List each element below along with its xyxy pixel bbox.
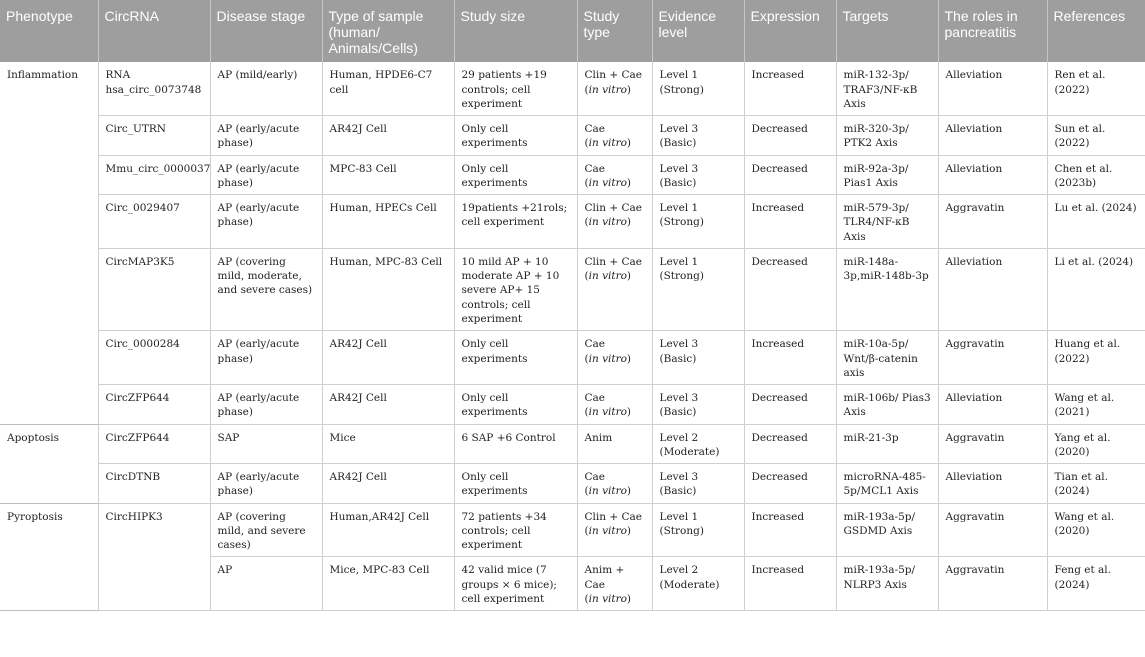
study-type-text: Cae — [584, 471, 606, 484]
study-type-cell: Clin + Cae (in vitro) — [577, 195, 652, 249]
targets-cell: miR-21-3p — [836, 424, 938, 464]
size-cell: Only cell experiments — [454, 116, 577, 156]
table-row — [0, 248, 1145, 330]
reference-cell: Feng et al. (2024) — [1047, 557, 1145, 611]
header-sample-type: Type of sample (human/ Animals/Cells) — [322, 0, 454, 62]
stage-cell: SAP — [210, 424, 322, 464]
reference-cell: Huang et al. (2022) — [1047, 331, 1145, 385]
in-vitro-text: in vitro — [588, 524, 627, 537]
study-type-cell: Clin + Cae (in vitro) — [577, 503, 652, 557]
study-type-cell: Clin + Cae (in vitro) — [577, 248, 652, 330]
expression-cell: Decreased — [744, 385, 836, 425]
evidence-cell: Level 3 (Basic) — [652, 116, 744, 156]
header-evidence-level: Evidence level — [652, 0, 744, 62]
study-type-text: Anim — [584, 431, 613, 444]
role-cell: Alleviation — [938, 248, 1047, 330]
stage-cell: AP (covering mild, and severe cases) — [210, 503, 322, 557]
header-study-size: Study size — [454, 0, 577, 62]
stage-cell: AP (early/acute phase) — [210, 195, 322, 249]
size-cell: Only cell experiments — [454, 155, 577, 195]
reference-cell: Wang et al. (2020) — [1047, 503, 1145, 557]
expression-cell: Decreased — [744, 155, 836, 195]
in-vitro-text: in vitro — [588, 592, 627, 605]
stage-cell: AP (early/acute phase) — [210, 116, 322, 156]
evidence-cell: Level 2 (Moderate) — [652, 557, 744, 611]
expression-cell: Increased — [744, 503, 836, 557]
evidence-cell: Level 1 (Strong) — [652, 503, 744, 557]
reference-cell: Li et al. (2024) — [1047, 248, 1145, 330]
sample-cell: Human,AR42J Cell — [322, 503, 454, 557]
header-row — [0, 0, 1145, 62]
study-type-cell: Cae (in vitro) — [577, 464, 652, 504]
study-type-text: Cae — [584, 392, 606, 405]
targets-cell: miR-193a-5p/ GSDMD Axis — [836, 503, 938, 557]
targets-cell: miR-320-3p/ PTK2 Axis — [836, 116, 938, 156]
evidence-cell: Level 2 (Moderate) — [652, 424, 744, 464]
table-row — [0, 385, 1145, 425]
phenotype-cell: Pyroptosis — [0, 503, 98, 611]
circrna-cell: CircDTNB — [98, 464, 210, 504]
evidence-cell: Level 3 (Basic) — [652, 155, 744, 195]
evidence-cell: Level 1 (Strong) — [652, 195, 744, 249]
phenotype-cell: Apoptosis — [0, 424, 98, 503]
targets-cell: miR-106b/ Pias3 Axis — [836, 385, 938, 425]
targets-cell: miR-193a-5p/ NLRP3 Axis — [836, 557, 938, 611]
sample-cell: AR42J Cell — [322, 116, 454, 156]
role-cell: Aggravatin — [938, 331, 1047, 385]
table-row — [0, 331, 1145, 385]
role-cell: Aggravatin — [938, 195, 1047, 249]
study-type-text: Cae — [584, 162, 606, 175]
stage-cell: AP (covering mild, moderate, and severe cases) — [210, 248, 322, 330]
sample-cell: Human, HPECs Cell — [322, 195, 454, 249]
expression-cell: Increased — [744, 195, 836, 249]
table-row — [0, 195, 1145, 249]
role-cell: Alleviation — [938, 464, 1047, 504]
study-type-text: Cae — [584, 338, 606, 351]
evidence-cell: Level 3 (Basic) — [652, 385, 744, 425]
expression-cell: Decreased — [744, 248, 836, 330]
circrna-cell: CircZFP644 — [98, 424, 210, 464]
role-cell: Alleviation — [938, 116, 1047, 156]
study-type-cell: Cae (in vitro) — [577, 155, 652, 195]
header-study-type: Study type — [577, 0, 652, 62]
circrna-cell: RNA hsa_circ_0073748 — [98, 62, 210, 115]
header-targets: Targets — [836, 0, 938, 62]
study-type-cell: Cae (in vitro) — [577, 331, 652, 385]
header-phenotype: Phenotype — [0, 0, 98, 62]
study-type-cell: Clin + Cae (in vitro) — [577, 62, 652, 115]
targets-cell: miR-148a-3p,miR-148b-3p — [836, 248, 938, 330]
size-cell: 29 patients +19 controls; cell experiment — [454, 62, 577, 115]
table-row — [0, 62, 1145, 115]
in-vitro-text: in vitro — [588, 406, 627, 419]
header-disease-stage: Disease stage — [210, 0, 322, 62]
sample-cell: Human, MPC-83 Cell — [322, 248, 454, 330]
sample-cell: AR42J Cell — [322, 385, 454, 425]
expression-cell: Decreased — [744, 116, 836, 156]
expression-cell: Decreased — [744, 464, 836, 504]
sample-cell: AR42J Cell — [322, 331, 454, 385]
study-type-cell: Anim + Cae (in vitro) — [577, 557, 652, 611]
targets-cell: miR-579-3p/ TLR4/NF-κB Axis — [836, 195, 938, 249]
size-cell: Only cell experiments — [454, 331, 577, 385]
size-cell: 19patients +21rols; cell experiment — [454, 195, 577, 249]
table-row — [0, 424, 1145, 464]
reference-cell: Chen et al. (2023b) — [1047, 155, 1145, 195]
circrna-cell: Circ_UTRN — [98, 116, 210, 156]
size-cell: 72 patients +34 controls; cell experiment — [454, 503, 577, 557]
targets-cell: miR-10a-5p/ Wnt/β-catenin axis — [836, 331, 938, 385]
table-row — [0, 155, 1145, 195]
header-roles: The roles in pancreatitis — [938, 0, 1047, 62]
study-type-text: Clin + Cae — [584, 69, 642, 82]
in-vitro-text: in vitro — [588, 485, 627, 498]
reference-cell: Wang et al. (2021) — [1047, 385, 1145, 425]
in-vitro-text: in vitro — [588, 176, 627, 189]
role-cell: Alleviation — [938, 385, 1047, 425]
targets-cell: miR-132-3p/ TRAF3/NF-κB Axis — [836, 62, 938, 115]
size-cell: Only cell experiments — [454, 385, 577, 425]
study-type-cell: Cae (in vitro) — [577, 116, 652, 156]
role-cell: Alleviation — [938, 155, 1047, 195]
study-type-text: Cae — [584, 123, 606, 136]
in-vitro-text: in vitro — [588, 83, 627, 96]
sample-cell: Mice — [322, 424, 454, 464]
evidence-cell: Level 1 (Strong) — [652, 62, 744, 115]
header-circrna: CircRNA — [98, 0, 210, 62]
stage-cell: AP (early/acute phase) — [210, 331, 322, 385]
circrna-cell: CircZFP644 — [98, 385, 210, 425]
header-references: References — [1047, 0, 1145, 62]
role-cell: Aggravatin — [938, 424, 1047, 464]
stage-cell: AP (mild/early) — [210, 62, 322, 115]
size-cell: Only cell experiments — [454, 464, 577, 504]
circrna-cell: Circ_0029407 — [98, 195, 210, 249]
study-type-text: Anim + Cae — [584, 564, 625, 591]
evidence-cell: Level 3 (Basic) — [652, 464, 744, 504]
table-row — [0, 503, 1145, 557]
study-type-text: Clin + Cae — [584, 510, 642, 523]
table-row — [0, 116, 1145, 156]
role-cell: Aggravatin — [938, 557, 1047, 611]
reference-cell: Lu et al. (2024) — [1047, 195, 1145, 249]
role-cell: Alleviation — [938, 62, 1047, 115]
study-type-cell: Cae (in vitro) — [577, 385, 652, 425]
expression-cell: Increased — [744, 557, 836, 611]
size-cell: 6 SAP +6 Control — [454, 424, 577, 464]
stage-cell: AP (early/acute phase) — [210, 155, 322, 195]
reference-cell: Sun et al. (2022) — [1047, 116, 1145, 156]
role-cell: Aggravatin — [938, 503, 1047, 557]
reference-cell: Ren et al. (2022) — [1047, 62, 1145, 115]
targets-cell: microRNA-485-5p/MCL1 Axis — [836, 464, 938, 504]
reference-cell: Yang et al. (2020) — [1047, 424, 1145, 464]
expression-cell: Increased — [744, 331, 836, 385]
in-vitro-text: in vitro — [588, 270, 627, 283]
size-cell: 42 valid mice (7 groups × 6 mice); cell experiment — [454, 557, 577, 611]
expression-cell: Increased — [744, 62, 836, 115]
expression-cell: Decreased — [744, 424, 836, 464]
in-vitro-text: in vitro — [588, 216, 627, 229]
targets-cell: miR-92a-3p/ Pias1 Axis — [836, 155, 938, 195]
in-vitro-text: in vitro — [588, 352, 627, 365]
sample-cell: Human, HPDE6-C7 cell — [322, 62, 454, 115]
phenotype-cell: Inflammation — [0, 62, 98, 424]
header-expression: Expression — [744, 0, 836, 62]
table-row — [0, 464, 1145, 504]
sample-cell: Mice, MPC-83 Cell — [322, 557, 454, 611]
study-type-text: Clin + Cae — [584, 202, 642, 215]
reference-cell: Tian et al. (2024) — [1047, 464, 1145, 504]
circrna-cell: CircMAP3K5 — [98, 248, 210, 330]
evidence-cell: Level 3 (Basic) — [652, 331, 744, 385]
circrna-cell: Mmu_circ_0000037 — [98, 155, 210, 195]
stage-cell: AP (early/acute phase) — [210, 464, 322, 504]
sample-cell: MPC-83 Cell — [322, 155, 454, 195]
circrna-cell: CircHIPK3 — [98, 503, 210, 611]
in-vitro-text: in vitro — [588, 137, 627, 150]
sample-cell: AR42J Cell — [322, 464, 454, 504]
stage-cell: AP (early/acute phase) — [210, 385, 322, 425]
evidence-cell: Level 1 (Strong) — [652, 248, 744, 330]
study-type-cell — [577, 424, 652, 464]
study-type-text: Clin + Cae — [584, 255, 642, 268]
stage-cell: AP — [210, 557, 322, 611]
circrna-cell: Circ_0000284 — [98, 331, 210, 385]
size-cell: 10 mild AP + 10 moderate AP + 10 severe AP+ 15 controls; cell experiment — [454, 248, 577, 330]
